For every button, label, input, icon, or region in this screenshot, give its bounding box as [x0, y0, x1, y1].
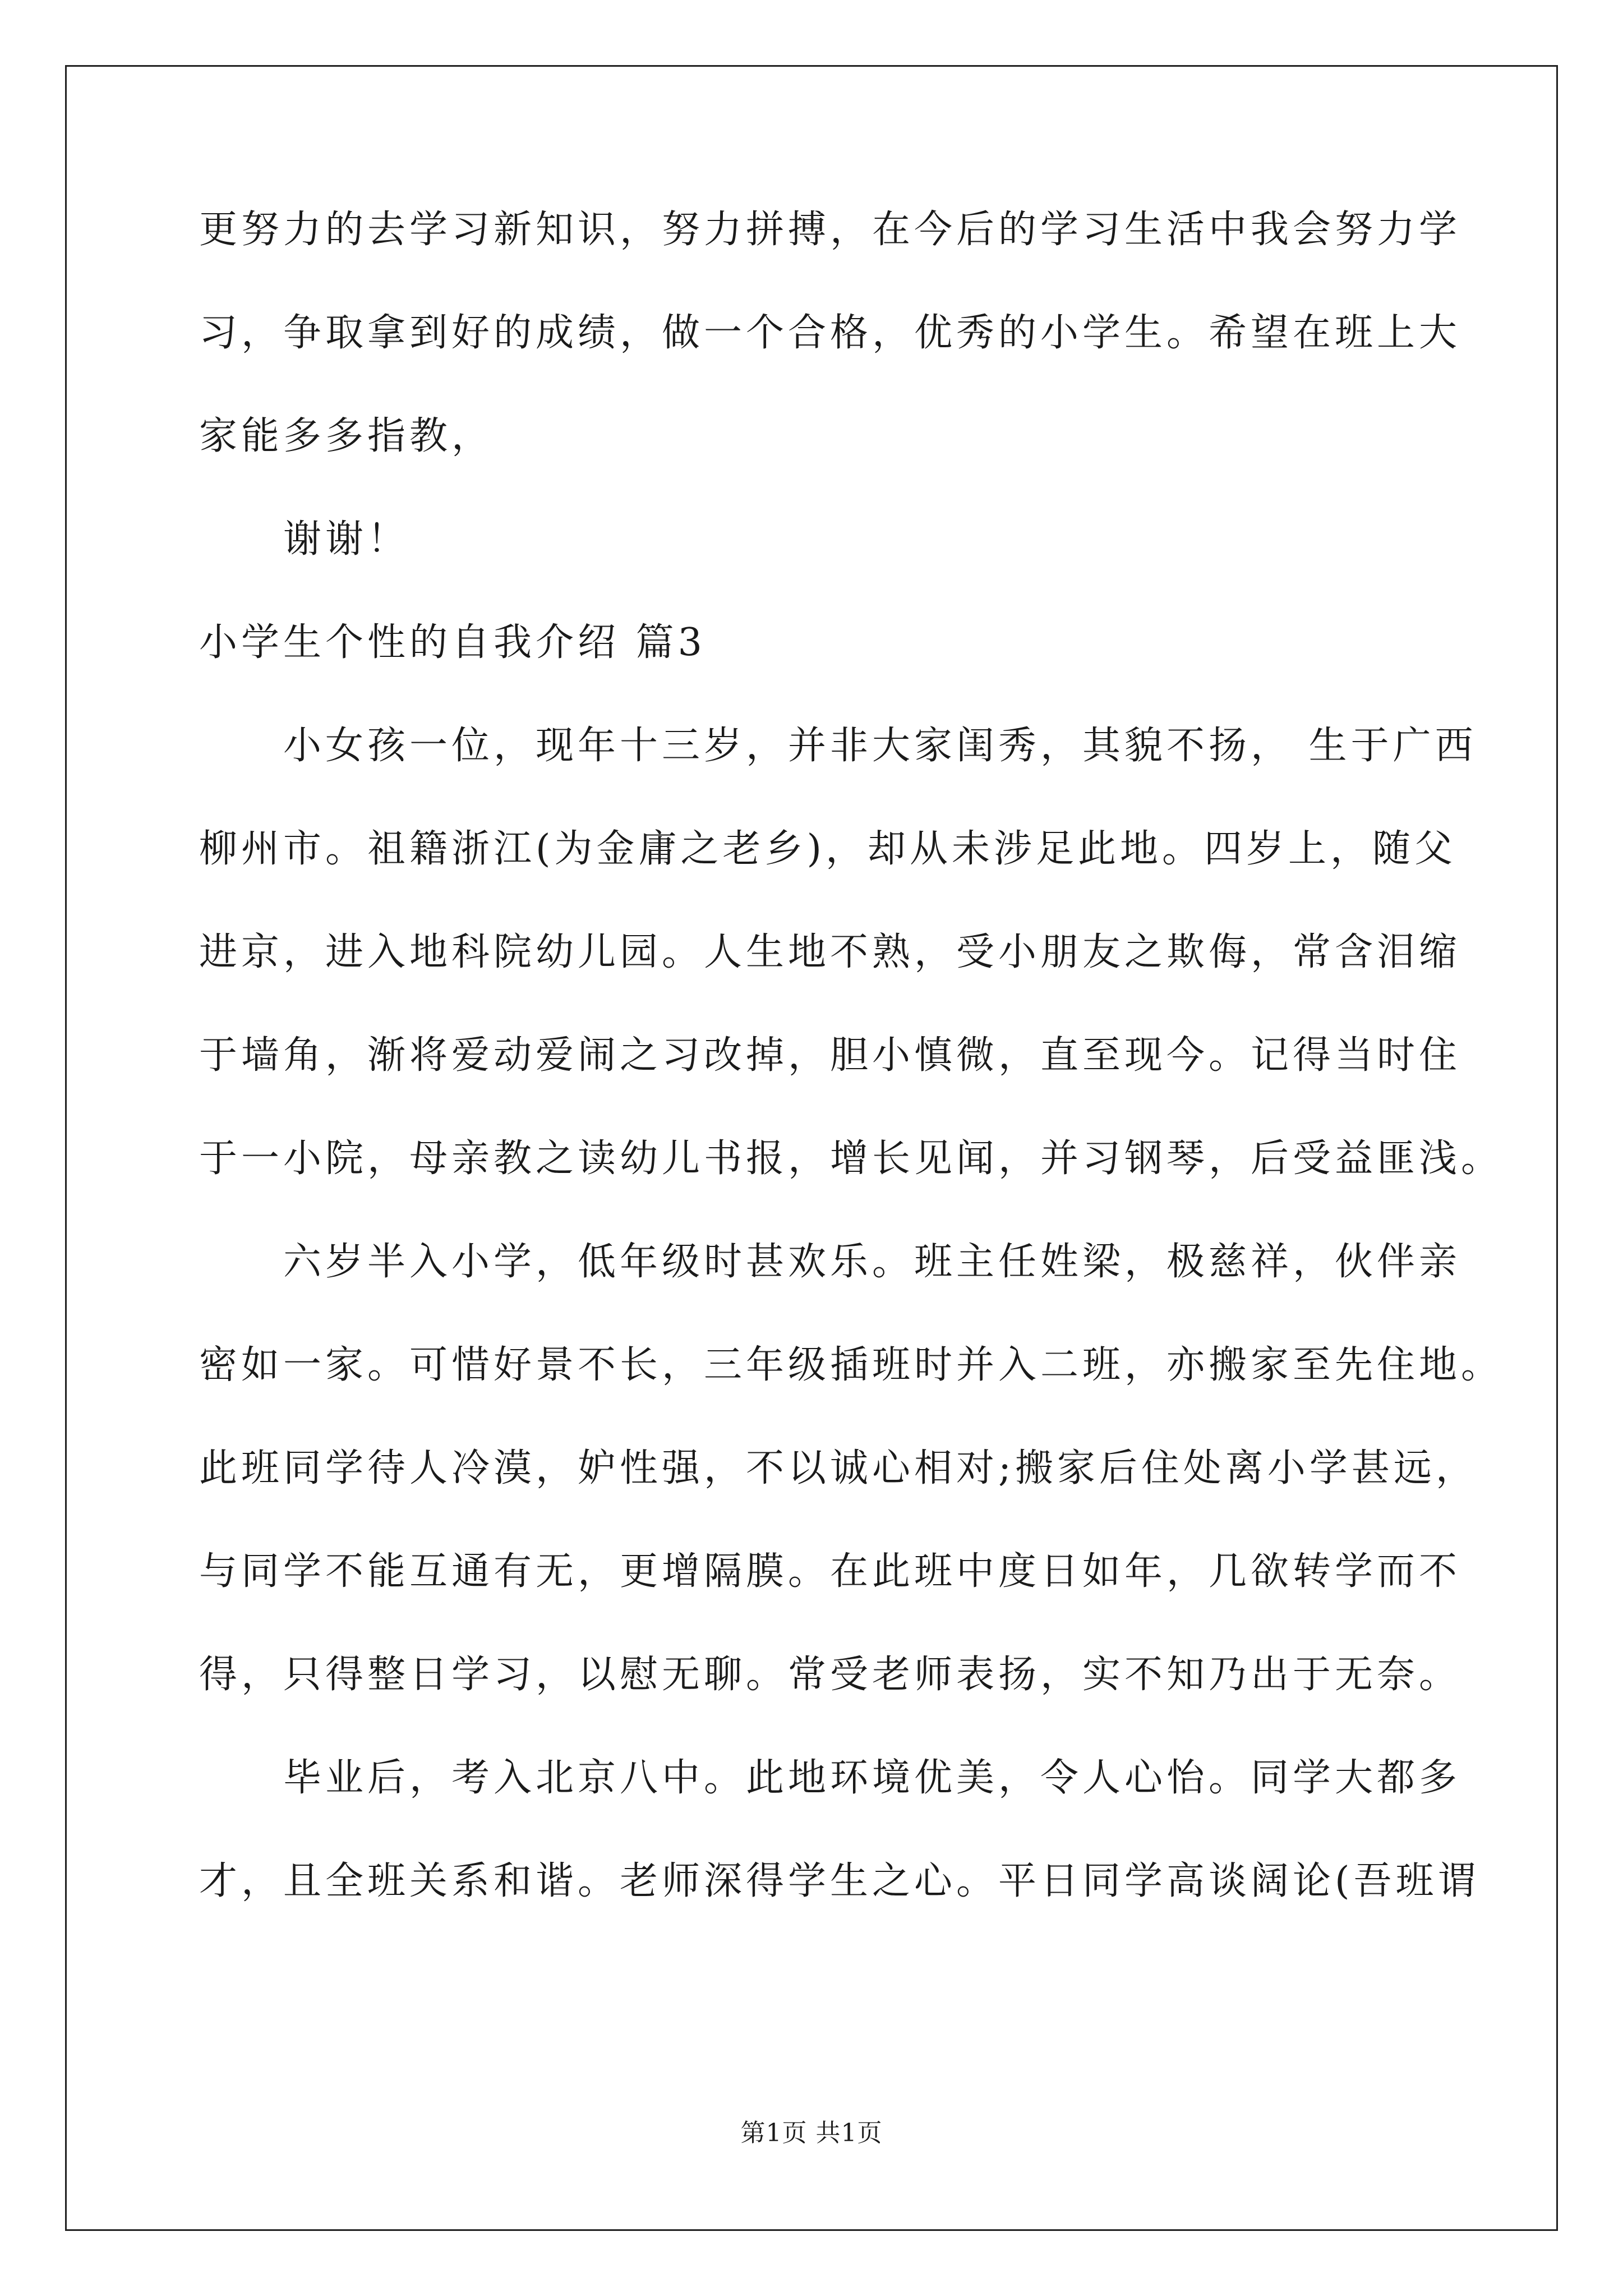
text-line: 毕业后，考入北京八中。此地环境优美，令人心怡。同学大都多: [283, 1756, 1461, 1800]
section-heading: 小学生个性的自我介绍 篇3: [199, 620, 706, 665]
page-number-footer: 第1页 共1页: [740, 2119, 883, 2147]
text-line: 于一小院，母亲教之读幼儿书报，增长见闻，并习钢琴，后受益匪浅。: [199, 1137, 1504, 1181]
text-line: 柳州市。祖籍浙江(为金庸之老乡)，却从未涉足此地。四岁上，随父: [199, 827, 1457, 871]
text-line: 密如一家。可惜好景不长，三年级插班时并入二班，亦搬家至先住地。: [199, 1343, 1504, 1387]
text-line: 才，且全班关系和谐。老师深得学生之心。平日同学高谈阔论(吾班谓: [199, 1859, 1480, 1903]
text-line: 进京，进入地科院幼儿园。人生地不熟，受小朋友之欺侮，常含泪缩: [199, 930, 1461, 974]
text-line: 家能多多指教，: [199, 414, 494, 458]
text-line: 与同学不能互通有无，更增隔膜。在此班中度日如年，几欲转学而不: [199, 1549, 1461, 1594]
text-line: 习，争取拿到好的成绩，做一个合格，优秀的小学生。希望在班上大: [199, 311, 1461, 355]
document-body: [199, 208, 1504, 1963]
text-line: 得，只得整日学习，以慰无聊。常受老师表扬，实不知乃出于无奈。: [199, 1653, 1461, 1697]
text-line: 小女孩一位，现年十三岁，并非大家闺秀，其貌不扬， 生于广西: [283, 724, 1477, 768]
text-line: 谢谢！: [283, 517, 410, 562]
text-line: 此班同学待人冷漠，妒性强，不以诚心相对;搬家后住处离小学甚远，: [199, 1446, 1478, 1490]
text-line: 于墙角，渐将爱动爱闹之习改掉，胆小慎微，直至现今。记得当时住: [199, 1033, 1461, 1078]
text-line: 更努力的去学习新知识，努力拼搏，在今后的学习生活中我会努力学: [199, 208, 1461, 252]
text-line: 六岁半入小学，低年级时甚欢乐。班主任姓梁，极慈祥，伙伴亲: [283, 1240, 1461, 1284]
